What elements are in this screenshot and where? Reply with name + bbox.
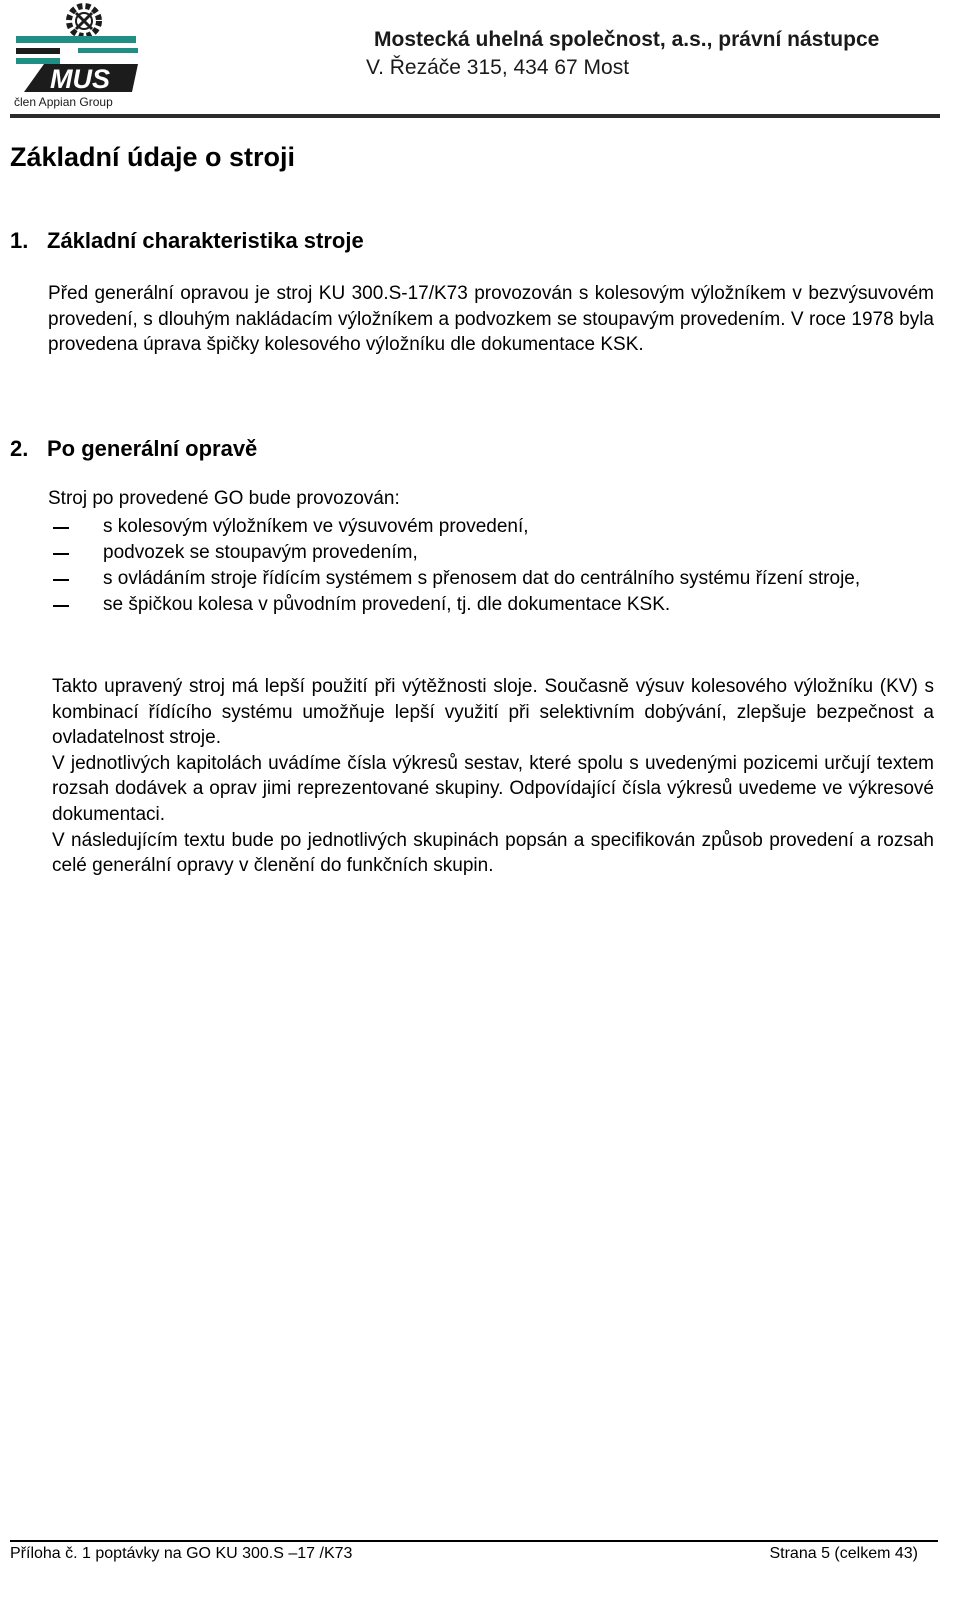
list-item: s ovládáním stroje řídícím systémem s přenosem dat do centrálního systému řízení stroje, xyxy=(48,566,938,592)
paragraph: V jednotlivých kapitolách uvádíme čísla výkresů sestav, které spolu s uvedenými pozicemi určují textem rozsah dodávek a oprav jimi reprezentované skupiny. Odpovídající čísla výkresů uvedeme ve výkresové dokumentaci. xyxy=(52,752,934,825)
section-2-heading xyxy=(10,436,257,462)
dash-bullet-icon xyxy=(53,553,69,555)
paragraph: V následujícím textu bude po jednotlivých skupinách popsán a specifikován způsob provedení a rozsah celé generální opravy v členění do funkčních skupin. xyxy=(52,829,934,877)
section-number: 1. xyxy=(10,228,29,253)
list-item: s kolesovým výložníkem ve výsuvovém provedení, xyxy=(48,514,938,540)
footer-document-ref: Příloha č. 1 poptávky na GO KU 300.S –17 /K73 xyxy=(10,1545,353,1562)
section-2-body xyxy=(52,674,934,879)
dash-bullet-icon xyxy=(53,527,69,529)
section-1-heading xyxy=(10,228,364,254)
logo-text: MUS xyxy=(50,64,110,94)
list-item: podvozek se stoupavým provedením, xyxy=(48,540,938,566)
logo-caption: člen Appian Group xyxy=(14,95,113,109)
list-item: se špičkou kolesa v původním provedení, tj. dle dokumentace KSK. xyxy=(48,592,938,618)
mus-logo-icon xyxy=(14,2,140,97)
footer-page-number: Strana 5 (celkem 43) xyxy=(769,1545,918,1562)
section-1-paragraph: Před generální opravou je stroj KU 300.S-17/K73 provozován s kolesovým výložníkem v bezvýsuvovém provedení, s dlouhým nakládacím výložníkem a podvozkem se stoupavým provedením. V roce 1978 byla provedena úprava špičky kolesového výložníku dle dokumentace KSK. xyxy=(48,283,934,355)
page-title: Základní údaje o stroji xyxy=(10,142,296,172)
mus-logo xyxy=(14,2,140,112)
section-number: 2. xyxy=(10,436,29,461)
gear-hammers-icon xyxy=(69,6,99,36)
company-address: V. Řezáče 315, 434 67 Most xyxy=(366,56,630,79)
header-divider xyxy=(10,114,940,118)
company-name: Mostecká uhelná společnost, a.s., právní nástupce xyxy=(374,28,880,51)
paragraph: Takto upravený stroj má lepší použití při výtěžnosti sloje. Současně výsuv kolesového výložníku (KV) s kombinací řídícího systému umožňuje lepší využití při selektivním dobývání, zlepšuje bezpečnost a ovladatelnost stroje. xyxy=(52,676,934,749)
bullet-list xyxy=(48,514,938,618)
footer-divider xyxy=(10,1540,938,1542)
section-2-intro: Stroj po provedené GO bude provozován: xyxy=(48,488,400,509)
dash-bullet-icon xyxy=(53,579,69,581)
section-title: Základní charakteristika stroje xyxy=(47,228,364,253)
dash-bullet-icon xyxy=(53,605,69,607)
section-title: Po generální opravě xyxy=(47,436,258,461)
